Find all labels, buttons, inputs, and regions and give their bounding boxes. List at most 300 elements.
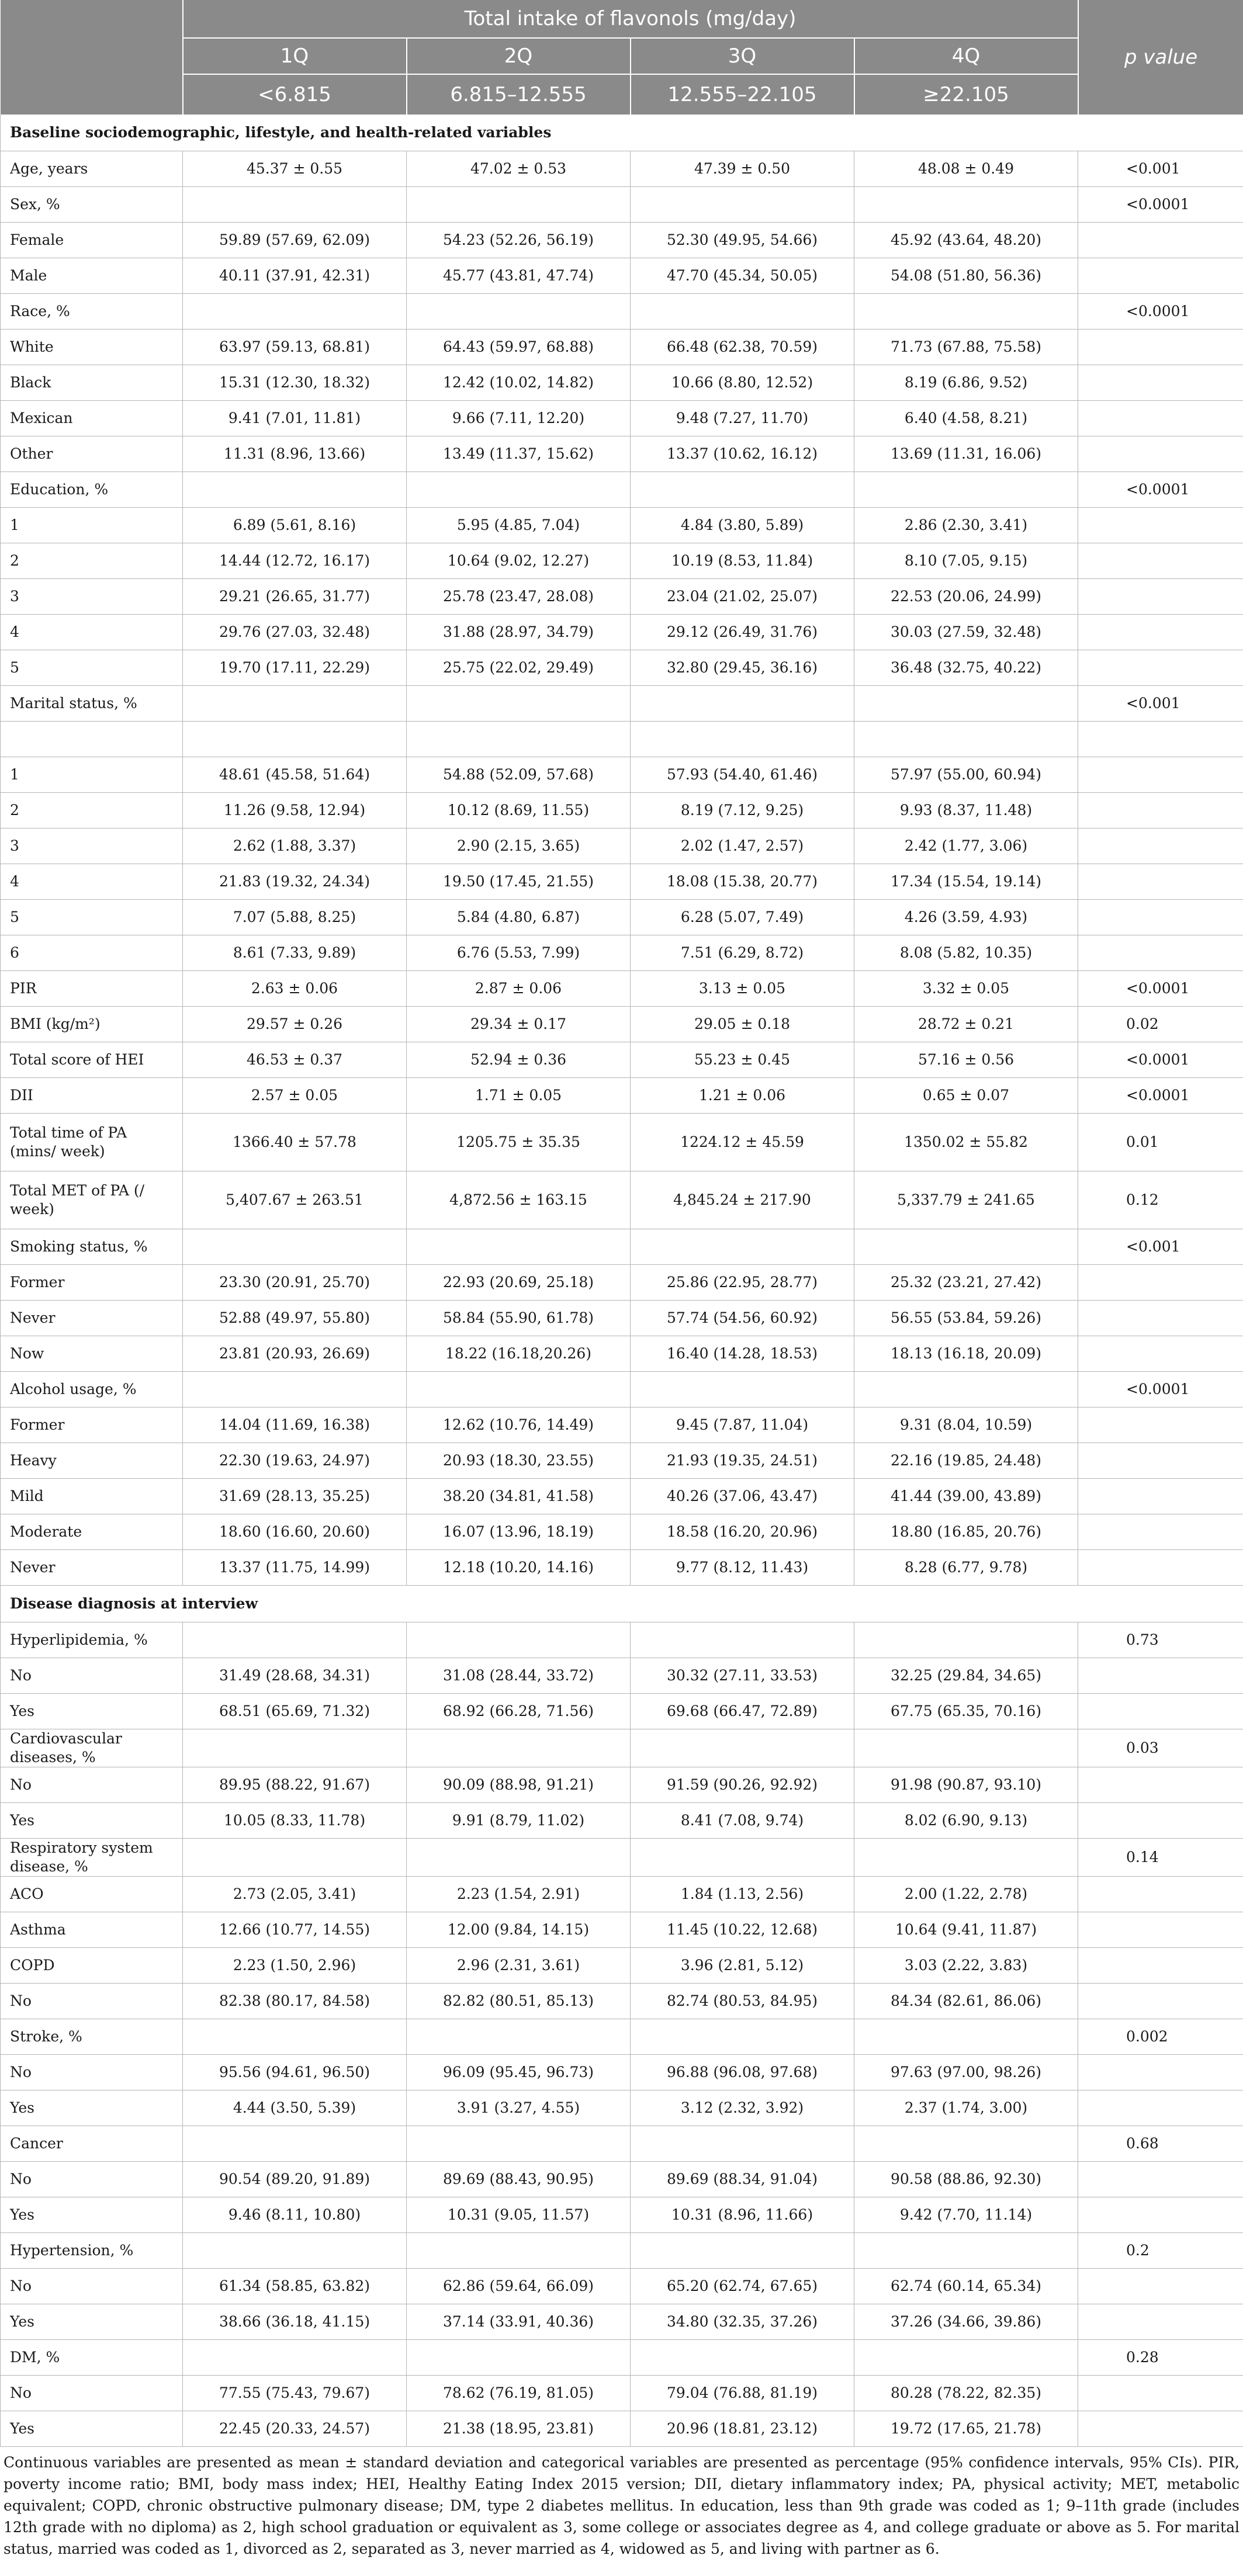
cell-q2: 5.95 (4.85, 7.04) bbox=[407, 508, 631, 543]
header-quartile-1: 1Q bbox=[183, 38, 407, 74]
row-label: Asthma bbox=[1, 1912, 183, 1948]
cell-q3: 96.88 (96.08, 97.68) bbox=[631, 2055, 854, 2090]
cell-q2: 25.75 (22.02, 29.49) bbox=[407, 650, 631, 686]
cell-q3: 10.66 (8.80, 12.52) bbox=[631, 365, 854, 401]
cell-q3: 23.04 (21.02, 25.07) bbox=[631, 579, 854, 615]
cell-p-value bbox=[1078, 1984, 1243, 2019]
cell-q3: 55.23 ± 0.45 bbox=[631, 1042, 854, 1078]
row-label: 5 bbox=[1, 650, 183, 686]
cell-q3: 9.45 (7.87, 11.04) bbox=[631, 1407, 854, 1443]
cell-q4: 67.75 (65.35, 70.16) bbox=[854, 1694, 1078, 1729]
cell-q3: 16.40 (14.28, 18.53) bbox=[631, 1336, 854, 1372]
table-row bbox=[1, 1229, 1243, 1265]
cell-p-value bbox=[1078, 1336, 1243, 1372]
cell-q1: 14.44 (12.72, 16.17) bbox=[183, 543, 407, 579]
cell-q3: 4,845.24 ± 217.90 bbox=[631, 1171, 854, 1229]
section-title: Disease diagnosis at interview bbox=[1, 1586, 1243, 1622]
cell-q1 bbox=[183, 294, 407, 330]
cell-p-value bbox=[1078, 828, 1243, 864]
cell-q2: 54.88 (52.09, 57.68) bbox=[407, 757, 631, 793]
table-row bbox=[1, 1729, 1243, 1767]
cell-p-value: <0.0001 bbox=[1078, 1078, 1243, 1114]
cell-p-value bbox=[1078, 2304, 1243, 2340]
cell-q2: 52.94 ± 0.36 bbox=[407, 1042, 631, 1078]
cell-q4: 0.65 ± 0.07 bbox=[854, 1078, 1078, 1114]
row-label: Hyperlipidemia, % bbox=[1, 1622, 183, 1658]
row-label: Yes bbox=[1, 1803, 183, 1839]
cell-q3: 29.12 (26.49, 31.76) bbox=[631, 615, 854, 650]
row-label: DII bbox=[1, 1078, 183, 1114]
row-label: Sex, % bbox=[1, 187, 183, 223]
cell-q2: 78.62 (76.19, 81.05) bbox=[407, 2376, 631, 2411]
cell-p-value: <0.0001 bbox=[1078, 472, 1243, 508]
cell-q1: 82.38 (80.17, 84.58) bbox=[183, 1984, 407, 2019]
header-blank-cell bbox=[1, 0, 183, 115]
row-label: 3 bbox=[1, 579, 183, 615]
cell-q2: 62.86 (59.64, 66.09) bbox=[407, 2269, 631, 2304]
row-label: Age, years bbox=[1, 151, 183, 187]
table-row bbox=[1, 258, 1243, 294]
cell-q1: 1366.40 ± 57.78 bbox=[183, 1114, 407, 1171]
table-row bbox=[1, 1839, 1243, 1877]
cell-q1: 52.88 (49.97, 55.80) bbox=[183, 1301, 407, 1336]
table-row bbox=[1, 1078, 1243, 1114]
cell-p-value bbox=[1078, 1479, 1243, 1514]
cell-q1: 31.49 (28.68, 34.31) bbox=[183, 1658, 407, 1694]
table-row bbox=[1, 1550, 1243, 1586]
cell-q3: 18.08 (15.38, 20.77) bbox=[631, 864, 854, 900]
cell-p-value: 0.02 bbox=[1078, 1007, 1243, 1042]
cell-p-value bbox=[1078, 365, 1243, 401]
cell-q1: 19.70 (17.11, 22.29) bbox=[183, 650, 407, 686]
table-row bbox=[1, 1042, 1243, 1078]
table-row bbox=[1, 2197, 1243, 2233]
cell-p-value bbox=[1078, 793, 1243, 828]
cell-q1 bbox=[183, 1372, 407, 1407]
table-row bbox=[1, 151, 1243, 187]
table-row bbox=[1, 1372, 1243, 1407]
header-p-value: p value bbox=[1078, 0, 1243, 115]
cell-q1: 22.30 (19.63, 24.97) bbox=[183, 1443, 407, 1479]
cell-q4: 62.74 (60.14, 65.34) bbox=[854, 2269, 1078, 2304]
cell-q4: 57.16 ± 0.56 bbox=[854, 1042, 1078, 1078]
cell-q2: 2.23 (1.54, 2.91) bbox=[407, 1877, 631, 1912]
row-label: Total time of PA (mins/ week) bbox=[1, 1114, 183, 1171]
header-range-4: ≥22.105 bbox=[854, 74, 1078, 115]
section-header-row bbox=[1, 115, 1243, 151]
cell-q4: 18.13 (16.18, 20.09) bbox=[854, 1336, 1078, 1372]
cell-q4 bbox=[854, 1729, 1078, 1767]
row-label: No bbox=[1, 1767, 183, 1803]
cell-p-value bbox=[1078, 258, 1243, 294]
cell-q2: 16.07 (13.96, 18.19) bbox=[407, 1514, 631, 1550]
cell-p-value bbox=[1078, 2090, 1243, 2126]
cell-q4: 8.19 (6.86, 9.52) bbox=[854, 365, 1078, 401]
table-row bbox=[1, 1407, 1243, 1443]
cell-q1: 40.11 (37.91, 42.31) bbox=[183, 258, 407, 294]
cell-q1: 48.61 (45.58, 51.64) bbox=[183, 757, 407, 793]
table-row bbox=[1, 1622, 1243, 1658]
cell-q4: 17.34 (15.54, 19.14) bbox=[854, 864, 1078, 900]
cell-q1: 2.63 ± 0.06 bbox=[183, 971, 407, 1007]
cell-q4 bbox=[854, 2233, 1078, 2269]
cell-p-value bbox=[1078, 2269, 1243, 2304]
cell-p-value bbox=[1078, 401, 1243, 436]
cell-q4 bbox=[854, 722, 1078, 757]
row-label: Never bbox=[1, 1301, 183, 1336]
cell-q2: 25.78 (23.47, 28.08) bbox=[407, 579, 631, 615]
row-label: Mild bbox=[1, 1479, 183, 1514]
cell-q1 bbox=[183, 2340, 407, 2376]
cell-q3: 20.96 (18.81, 23.12) bbox=[631, 2411, 854, 2447]
cell-q2 bbox=[407, 2126, 631, 2162]
cell-q3: 40.26 (37.06, 43.47) bbox=[631, 1479, 854, 1514]
table-row bbox=[1, 1479, 1243, 1514]
table-row bbox=[1, 1007, 1243, 1042]
header-group-title: Total intake of flavonols (mg/day) bbox=[183, 0, 1078, 38]
header-range-2: 6.815–12.555 bbox=[407, 74, 631, 115]
cell-q4: 8.10 (7.05, 9.15) bbox=[854, 543, 1078, 579]
cell-p-value bbox=[1078, 1550, 1243, 1586]
cell-q2: 20.93 (18.30, 23.55) bbox=[407, 1443, 631, 1479]
cell-q4: 80.28 (78.22, 82.35) bbox=[854, 2376, 1078, 2411]
cell-p-value bbox=[1078, 650, 1243, 686]
cell-q2: 5.84 (4.80, 6.87) bbox=[407, 900, 631, 935]
row-label: Heavy bbox=[1, 1443, 183, 1479]
cell-q2 bbox=[407, 472, 631, 508]
cell-p-value: 0.12 bbox=[1078, 1171, 1243, 1229]
cell-q3: 8.41 (7.08, 9.74) bbox=[631, 1803, 854, 1839]
cell-q3: 6.28 (5.07, 7.49) bbox=[631, 900, 854, 935]
cell-q4: 32.25 (29.84, 34.65) bbox=[854, 1658, 1078, 1694]
table-row bbox=[1, 1171, 1243, 1229]
cell-q4: 97.63 (97.00, 98.26) bbox=[854, 2055, 1078, 2090]
cell-q4 bbox=[854, 686, 1078, 722]
cell-q4: 48.08 ± 0.49 bbox=[854, 151, 1078, 187]
cell-q4: 28.72 ± 0.21 bbox=[854, 1007, 1078, 1042]
cell-q1: 29.76 (27.03, 32.48) bbox=[183, 615, 407, 650]
table-row bbox=[1, 1265, 1243, 1301]
table-row bbox=[1, 1767, 1243, 1803]
cell-q2: 19.50 (17.45, 21.55) bbox=[407, 864, 631, 900]
table-row bbox=[1, 1443, 1243, 1479]
table-row bbox=[1, 1694, 1243, 1729]
cell-q2 bbox=[407, 686, 631, 722]
cell-p-value bbox=[1078, 223, 1243, 258]
cell-q2: 89.69 (88.43, 90.95) bbox=[407, 2162, 631, 2197]
cell-q3 bbox=[631, 1372, 854, 1407]
table-body bbox=[1, 115, 1243, 2447]
header-quartile-4: 4Q bbox=[854, 38, 1078, 74]
cell-q1: 89.95 (88.22, 91.67) bbox=[183, 1767, 407, 1803]
cell-q1 bbox=[183, 472, 407, 508]
table-row bbox=[1, 650, 1243, 686]
row-label: COPD bbox=[1, 1948, 183, 1984]
cell-p-value bbox=[1078, 615, 1243, 650]
cell-q1: 6.89 (5.61, 8.16) bbox=[183, 508, 407, 543]
row-label: Stroke, % bbox=[1, 2019, 183, 2055]
table-row bbox=[1, 508, 1243, 543]
cell-q2: 1.71 ± 0.05 bbox=[407, 1078, 631, 1114]
cell-q3: 66.48 (62.38, 70.59) bbox=[631, 330, 854, 365]
table-row bbox=[1, 757, 1243, 793]
cell-q2 bbox=[407, 722, 631, 757]
cell-q4: 9.93 (8.37, 11.48) bbox=[854, 793, 1078, 828]
cell-q3: 9.48 (7.27, 11.70) bbox=[631, 401, 854, 436]
cell-q2: 38.20 (34.81, 41.58) bbox=[407, 1479, 631, 1514]
table-row bbox=[1, 864, 1243, 900]
row-label: Yes bbox=[1, 2411, 183, 2447]
cell-q4 bbox=[854, 472, 1078, 508]
table-row bbox=[1, 1912, 1243, 1948]
table-row bbox=[1, 401, 1243, 436]
cell-q1: 38.66 (36.18, 41.15) bbox=[183, 2304, 407, 2340]
cell-q1: 68.51 (65.69, 71.32) bbox=[183, 1694, 407, 1729]
cell-q4: 90.58 (88.86, 92.30) bbox=[854, 2162, 1078, 2197]
cell-q4: 3.32 ± 0.05 bbox=[854, 971, 1078, 1007]
cell-q3: 7.51 (6.29, 8.72) bbox=[631, 935, 854, 971]
table-row bbox=[1, 579, 1243, 615]
cell-q3: 29.05 ± 0.18 bbox=[631, 1007, 854, 1042]
cell-q1: 15.31 (12.30, 18.32) bbox=[183, 365, 407, 401]
cell-p-value bbox=[1078, 935, 1243, 971]
cell-q1: 2.73 (2.05, 3.41) bbox=[183, 1877, 407, 1912]
cell-q1: 2.57 ± 0.05 bbox=[183, 1078, 407, 1114]
cell-q1: 7.07 (5.88, 8.25) bbox=[183, 900, 407, 935]
cell-q1 bbox=[183, 1229, 407, 1265]
cell-q1 bbox=[183, 2019, 407, 2055]
cell-q4: 30.03 (27.59, 32.48) bbox=[854, 615, 1078, 650]
table-row bbox=[1, 793, 1243, 828]
section-header-row bbox=[1, 1586, 1243, 1622]
row-label: 2 bbox=[1, 793, 183, 828]
cell-p-value: 0.68 bbox=[1078, 2126, 1243, 2162]
row-label: Male bbox=[1, 258, 183, 294]
cell-q2: 47.02 ± 0.53 bbox=[407, 151, 631, 187]
cell-q1: 5,407.67 ± 263.51 bbox=[183, 1171, 407, 1229]
cell-p-value bbox=[1078, 2162, 1243, 2197]
cell-q2 bbox=[407, 1622, 631, 1658]
cell-q4: 8.28 (6.77, 9.78) bbox=[854, 1550, 1078, 1586]
cell-q4 bbox=[854, 2019, 1078, 2055]
cell-q2 bbox=[407, 1229, 631, 1265]
cell-p-value bbox=[1078, 757, 1243, 793]
table-row bbox=[1, 2340, 1243, 2376]
cell-q1 bbox=[183, 1729, 407, 1767]
cell-p-value: <0.0001 bbox=[1078, 187, 1243, 223]
cell-q2: 10.31 (9.05, 11.57) bbox=[407, 2197, 631, 2233]
cell-q1 bbox=[183, 187, 407, 223]
row-label: 1 bbox=[1, 757, 183, 793]
cell-q1: 8.61 (7.33, 9.89) bbox=[183, 935, 407, 971]
cell-q4: 19.72 (17.65, 21.78) bbox=[854, 2411, 1078, 2447]
cell-q4: 13.69 (11.31, 16.06) bbox=[854, 436, 1078, 472]
table-row bbox=[1, 223, 1243, 258]
cell-q3: 57.74 (54.56, 60.92) bbox=[631, 1301, 854, 1336]
cell-q4: 22.53 (20.06, 24.99) bbox=[854, 579, 1078, 615]
cell-q2: 21.38 (18.95, 23.81) bbox=[407, 2411, 631, 2447]
cell-q1 bbox=[183, 2233, 407, 2269]
cell-q1: 4.44 (3.50, 5.39) bbox=[183, 2090, 407, 2126]
row-label: 4 bbox=[1, 864, 183, 900]
cell-p-value: 0.03 bbox=[1078, 1729, 1243, 1767]
table-row bbox=[1, 1877, 1243, 1912]
cell-q1: 95.56 (94.61, 96.50) bbox=[183, 2055, 407, 2090]
section-title: Baseline sociodemographic, lifestyle, and health-related variables bbox=[1, 115, 1243, 151]
cell-q2: 6.76 (5.53, 7.99) bbox=[407, 935, 631, 971]
cell-q4: 71.73 (67.88, 75.58) bbox=[854, 330, 1078, 365]
row-label: Education, % bbox=[1, 472, 183, 508]
cell-q1: 9.46 (8.11, 10.80) bbox=[183, 2197, 407, 2233]
cell-p-value bbox=[1078, 2411, 1243, 2447]
cell-q3: 47.70 (45.34, 50.05) bbox=[631, 258, 854, 294]
cell-p-value: <0.0001 bbox=[1078, 1372, 1243, 1407]
cell-q4 bbox=[854, 1622, 1078, 1658]
cell-q1: 10.05 (8.33, 11.78) bbox=[183, 1803, 407, 1839]
cell-p-value bbox=[1078, 900, 1243, 935]
cell-q4: 5,337.79 ± 241.65 bbox=[854, 1171, 1078, 1229]
cell-p-value: <0.0001 bbox=[1078, 294, 1243, 330]
cell-q2: 10.12 (8.69, 11.55) bbox=[407, 793, 631, 828]
cell-q3: 34.80 (32.35, 37.26) bbox=[631, 2304, 854, 2340]
cell-q2: 10.64 (9.02, 12.27) bbox=[407, 543, 631, 579]
cell-p-value bbox=[1078, 579, 1243, 615]
row-label: BMI (kg/m²) bbox=[1, 1007, 183, 1042]
cell-q3: 10.19 (8.53, 11.84) bbox=[631, 543, 854, 579]
cell-q1: 11.31 (8.96, 13.66) bbox=[183, 436, 407, 472]
row-label: Female bbox=[1, 223, 183, 258]
cell-p-value bbox=[1078, 1658, 1243, 1694]
cell-q4: 56.55 (53.84, 59.26) bbox=[854, 1301, 1078, 1336]
cell-q3 bbox=[631, 2340, 854, 2376]
row-label: Mexican bbox=[1, 401, 183, 436]
cell-q3: 57.93 (54.40, 61.46) bbox=[631, 757, 854, 793]
cell-p-value bbox=[1078, 1514, 1243, 1550]
cell-q2: 18.22 (16.18,20.26) bbox=[407, 1336, 631, 1372]
cell-q3: 89.69 (88.34, 91.04) bbox=[631, 2162, 854, 2197]
table-row bbox=[1, 722, 1243, 757]
cell-q2: 68.92 (66.28, 71.56) bbox=[407, 1694, 631, 1729]
cell-q3: 10.31 (8.96, 11.66) bbox=[631, 2197, 854, 2233]
cell-q2: 31.88 (28.97, 34.79) bbox=[407, 615, 631, 650]
cell-q1: 22.45 (20.33, 24.57) bbox=[183, 2411, 407, 2447]
row-label: No bbox=[1, 2162, 183, 2197]
table-row bbox=[1, 2162, 1243, 2197]
cell-q3: 82.74 (80.53, 84.95) bbox=[631, 1984, 854, 2019]
row-label: 1 bbox=[1, 508, 183, 543]
cell-p-value bbox=[1078, 2197, 1243, 2233]
cell-q4: 1350.02 ± 55.82 bbox=[854, 1114, 1078, 1171]
cell-q2: 58.84 (55.90, 61.78) bbox=[407, 1301, 631, 1336]
row-label: ACO bbox=[1, 1877, 183, 1912]
cell-q1: 63.97 (59.13, 68.81) bbox=[183, 330, 407, 365]
row-label: No bbox=[1, 1658, 183, 1694]
table-row bbox=[1, 187, 1243, 223]
cell-q2: 2.96 (2.31, 3.61) bbox=[407, 1948, 631, 1984]
row-label: No bbox=[1, 2376, 183, 2411]
cell-q3 bbox=[631, 187, 854, 223]
cell-q2: 82.82 (80.51, 85.13) bbox=[407, 1984, 631, 2019]
cell-q2: 12.00 (9.84, 14.15) bbox=[407, 1912, 631, 1948]
table-row bbox=[1, 615, 1243, 650]
cell-q4: 10.64 (9.41, 11.87) bbox=[854, 1912, 1078, 1948]
row-label: Total MET of PA (/ week) bbox=[1, 1171, 183, 1229]
row-label: Alcohol usage, % bbox=[1, 1372, 183, 1407]
table-row bbox=[1, 2304, 1243, 2340]
cell-q1 bbox=[183, 686, 407, 722]
cell-p-value bbox=[1078, 1301, 1243, 1336]
cell-q2: 45.77 (43.81, 47.74) bbox=[407, 258, 631, 294]
cell-q4 bbox=[854, 1372, 1078, 1407]
cell-q4: 41.44 (39.00, 43.89) bbox=[854, 1479, 1078, 1514]
cell-q3: 2.02 (1.47, 2.57) bbox=[631, 828, 854, 864]
cell-q1 bbox=[183, 1622, 407, 1658]
table-row bbox=[1, 1336, 1243, 1372]
cell-q4: 8.08 (5.82, 10.35) bbox=[854, 935, 1078, 971]
cell-q1: 29.57 ± 0.26 bbox=[183, 1007, 407, 1042]
cell-q3 bbox=[631, 1229, 854, 1265]
row-label: Total score of HEI bbox=[1, 1042, 183, 1078]
row-label: Other bbox=[1, 436, 183, 472]
cell-p-value bbox=[1078, 1265, 1243, 1301]
cell-p-value bbox=[1078, 2055, 1243, 2090]
cell-q1: 2.62 (1.88, 3.37) bbox=[183, 828, 407, 864]
cell-q1: 12.66 (10.77, 14.55) bbox=[183, 1912, 407, 1948]
table-row bbox=[1, 294, 1243, 330]
cell-q2: 13.49 (11.37, 15.62) bbox=[407, 436, 631, 472]
cell-p-value: 0.2 bbox=[1078, 2233, 1243, 2269]
cell-q3 bbox=[631, 2019, 854, 2055]
cell-p-value: 0.01 bbox=[1078, 1114, 1243, 1171]
cell-q3 bbox=[631, 1729, 854, 1767]
cell-q2: 29.34 ± 0.17 bbox=[407, 1007, 631, 1042]
table-footnote: Continuous variables are presented as mean ± standard deviation and categorical variables are presented as percentage (95% confidence intervals, 95% CIs). PIR, poverty income ratio; BMI, body mass index; HEI, Healthy Eating Index 2015 version; DII, dietary inflammatory index; PA, physical activity; MET, metabolic equivalent; COPD, chronic obstructive pulmonary disease; DM, type 2 diabetes mellitus. In education, less than 9th grade was coded as 1; 9–11th grade (includes 12th grade with no diploma) as 2, high school graduation or equivalent as 3, some college or associates degree as 4, and college graduate or above as 5. For marital status, married was coded as 1, divorced as 2, separated as 3, never married as 4, widowed as 5, and living with partner as 6. bbox=[4, 2454, 1239, 2557]
cell-q3: 8.19 (7.12, 9.25) bbox=[631, 793, 854, 828]
row-label: No bbox=[1, 1984, 183, 2019]
cell-p-value bbox=[1078, 436, 1243, 472]
row-label: 3 bbox=[1, 828, 183, 864]
cell-q4: 54.08 (51.80, 56.36) bbox=[854, 258, 1078, 294]
cell-q2 bbox=[407, 1729, 631, 1767]
table-row bbox=[1, 472, 1243, 508]
row-label: 6 bbox=[1, 935, 183, 971]
cell-q1 bbox=[183, 2126, 407, 2162]
cell-q1 bbox=[183, 722, 407, 757]
cell-q4: 9.42 (7.70, 11.14) bbox=[854, 2197, 1078, 2233]
cell-q2: 12.62 (10.76, 14.49) bbox=[407, 1407, 631, 1443]
row-label: Moderate bbox=[1, 1514, 183, 1550]
cell-q4: 2.42 (1.77, 3.06) bbox=[854, 828, 1078, 864]
cell-q3 bbox=[631, 2126, 854, 2162]
cell-q3: 3.96 (2.81, 5.12) bbox=[631, 1948, 854, 1984]
cell-q3: 4.84 (3.80, 5.89) bbox=[631, 508, 854, 543]
row-label: Cancer bbox=[1, 2126, 183, 2162]
cell-q4 bbox=[854, 294, 1078, 330]
cell-q4: 3.03 (2.22, 3.83) bbox=[854, 1948, 1078, 1984]
cell-q4: 6.40 (4.58, 8.21) bbox=[854, 401, 1078, 436]
table-row bbox=[1, 828, 1243, 864]
cell-q2 bbox=[407, 2340, 631, 2376]
table-row bbox=[1, 971, 1243, 1007]
cell-q4: 91.98 (90.87, 93.10) bbox=[854, 1767, 1078, 1803]
table-row bbox=[1, 1514, 1243, 1550]
cell-p-value bbox=[1078, 722, 1243, 757]
cell-q4: 37.26 (34.66, 39.86) bbox=[854, 2304, 1078, 2340]
cell-p-value: 0.73 bbox=[1078, 1622, 1243, 1658]
cell-q4: 18.80 (16.85, 20.76) bbox=[854, 1514, 1078, 1550]
cell-q1: 29.21 (26.65, 31.77) bbox=[183, 579, 407, 615]
cell-q4 bbox=[854, 1229, 1078, 1265]
